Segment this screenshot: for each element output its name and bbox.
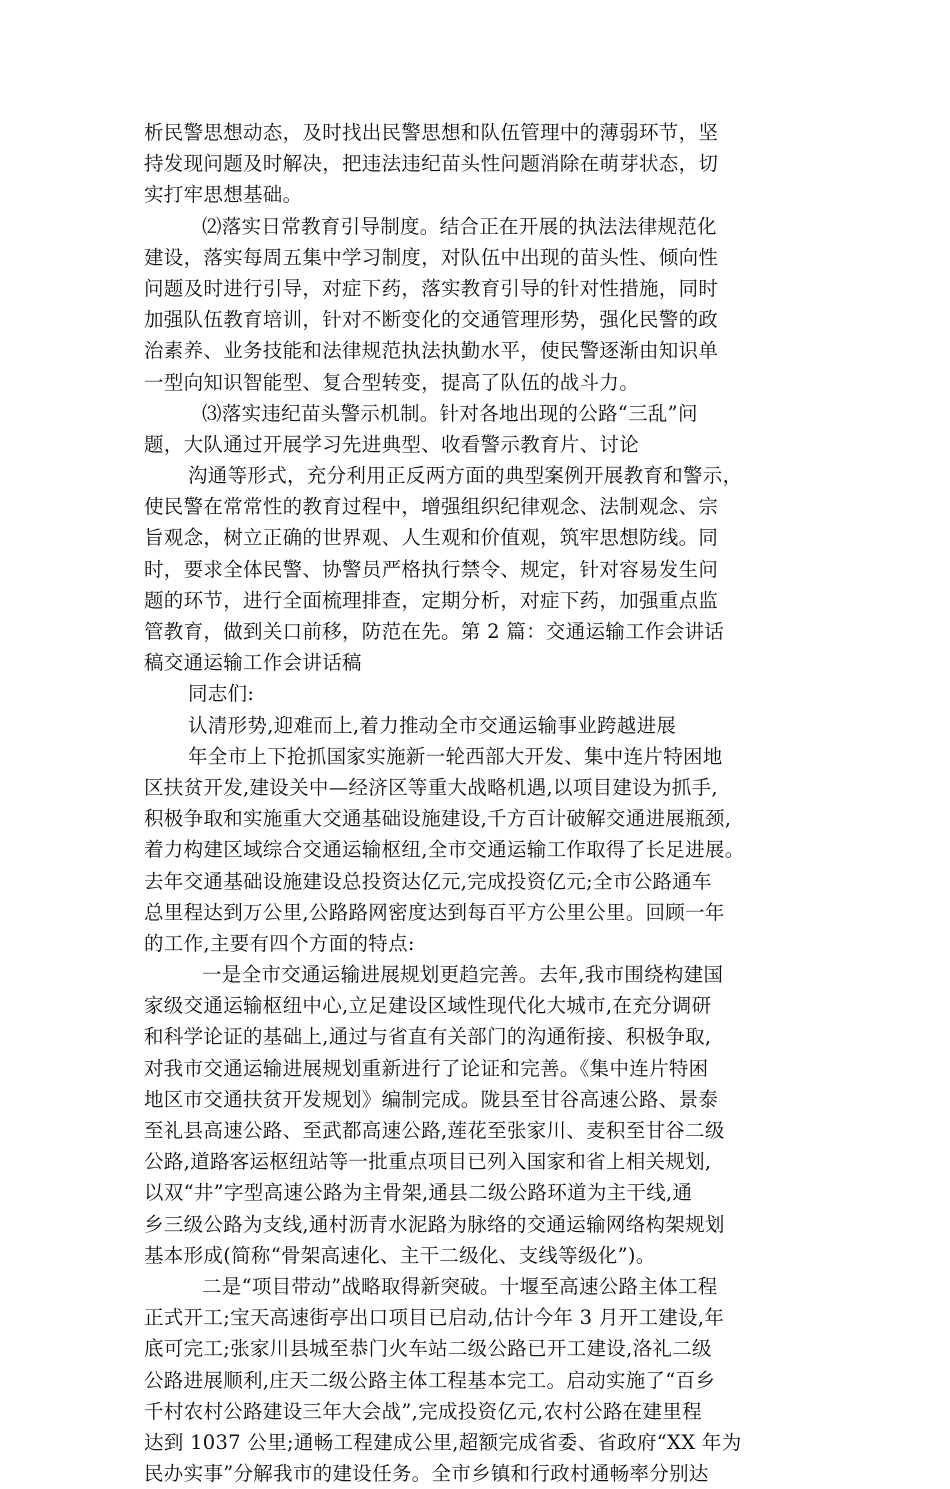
text-line: 旨观念，树立正确的世界观、人生观和价值观，筑牢思想防线。同 (144, 526, 719, 550)
text-line: 认清形势,迎难而上,着力推动全市交通运输事业跨越进展 (188, 713, 677, 737)
text-line: 一是全市交通运输进展规划更趋完善。去年,我市围绕构建国 (202, 963, 724, 987)
text-line: 基本形成(简称“骨架高速化、主干二级化、支线等级化”)。 (144, 1243, 656, 1267)
text-line: 达到 1037 公里;通畅工程建成公里,超额完成省委、省政府“XX 年为 (144, 1430, 742, 1454)
text-line: 二是“项目带动”战略取得新突破。十堰至高速公路主体工程 (202, 1274, 718, 1298)
text-line: 家级交通运输枢纽中心,立足建设区域性现代化大城市,在充分调研 (144, 994, 712, 1018)
text-line: ⑵落实日常教育引导制度。结合正在开展的执法法律规范化 (202, 214, 717, 238)
text-line: 公路,道路客运枢纽站等一批重点项目已列入国家和省上相关规划, (144, 1150, 712, 1174)
text-line: 年全市上下抢抓国家实施新一轮西部大开发、集中连片特困地 (188, 744, 723, 768)
text-line: 公路进展顺利,庄天二级公路主体工程基本完工。启动实施了“百乡 (144, 1368, 716, 1392)
text-line: 着力构建区域综合交通运输枢纽,全市交通运输工作取得了长足进展。 (144, 838, 745, 862)
text-line: 同志们: (188, 682, 255, 706)
text-line: 底可完工;张家川县城至恭门火车站二级公路已开工建设,洛礼二级 (144, 1337, 712, 1361)
text-line: 正式开工;宝天高速街亭出口项目已启动,估计今年 3 月开工建设,年 (144, 1306, 725, 1330)
text-line: 使民警在常常性的教育过程中，增强组织纪律观念、法制观念、宗 (144, 495, 719, 519)
text-line: 管教育，做到关口前移，防范在先。第 2 篇：交通运输工作会讲话 (144, 620, 725, 643)
text-line: 的工作,主要有四个方面的特点: (144, 931, 415, 955)
text-line: 和科学论证的基础上,通过与省直有关部门的沟通衔接、积极争取, (144, 1025, 712, 1049)
text-line: 沟通等形式，充分利用正反两方面的典型案例开展教育和警示， (188, 464, 743, 488)
text-line: 以双“井”字型高速公路为主骨架,通县二级公路环道为主干线,通 (144, 1181, 693, 1205)
text-line: 析民警思想动态，及时找出民警思想和队伍管理中的薄弱环节，坚 (144, 121, 719, 144)
text-line: 地区市交通扶贫开发规划》编制完成。陇县至甘谷高速公路、景泰 (144, 1087, 719, 1111)
text-line: 去年交通基础设施建设总投资达亿元,完成投资亿元;全市公路通车 (144, 869, 712, 893)
text-line: 持发现问题及时解决，把违法违纪苗头性问题消除在萌芽状态，切 (144, 152, 719, 176)
text-line: 乡三级公路为支线,通村沥青水泥路为脉络的交通运输网络构架规划 (144, 1212, 725, 1236)
text-line: 积极争取和实施重大交通基础设施建设,千方百计破解交通进展瓶颈, (144, 807, 732, 831)
text-line: 时，要求全体民警、协警员严格执行禁令、规定，针对容易发生问 (144, 557, 719, 581)
text-line: 至礼县高速公路、至武都高速公路,莲花至张家川、麦积至甘谷二级 (144, 1119, 725, 1142)
text-line: 千村农村公路建设三年大会战”,完成投资亿元,农村公路在建里程 (144, 1399, 702, 1423)
text-line: 治素养、业务技能和法律规范执法执勤水平，使民警逐渐由知识单 (144, 339, 719, 363)
text-line: 民办实事”分解我市的建设任务。全市乡镇和行政村通畅率分别达 (144, 1462, 709, 1486)
text-line: 实打牢思想基础。 (144, 183, 303, 207)
text-line: 建设，落实每周五集中学习制度，对队伍中出现的苗头性、倾向性 (144, 245, 719, 269)
text-line: 加强队伍教育培训，针对不断变化的交通管理形势，强化民警的政 (144, 308, 719, 332)
text-line: 总里程达到万公里,公路路网密度达到每百平方公里公里。回顾一年 (144, 900, 725, 924)
text-line: 题的环节，进行全面梳理排查，定期分析，对症下药，加强重点监 (144, 588, 719, 612)
text-line: 区扶贫开发,建设关中—经济区等重大战略机遇,以项目建设为抓手, (144, 775, 718, 799)
text-line: 题，大队通过开展学习先进典型、收看警示教育片、讨论 (144, 432, 640, 456)
text-line: 问题及时进行引导，对症下药，落实教育引导的针对性措施，同时 (144, 276, 719, 300)
document-body (144, 117, 824, 1489)
text-line: 对我市交通运输进展规划重新进行了论证和完善。《集中连片特困 (144, 1056, 709, 1080)
text-line: 一型向知识智能型、复合型转变，提高了队伍的战斗力。 (144, 370, 640, 394)
text-line: 稿交通运输工作会讲话稿 (144, 651, 362, 675)
text-line: ⑶落实违纪苗头警示机制。针对各地出现的公路“三乱”问 (202, 401, 698, 425)
